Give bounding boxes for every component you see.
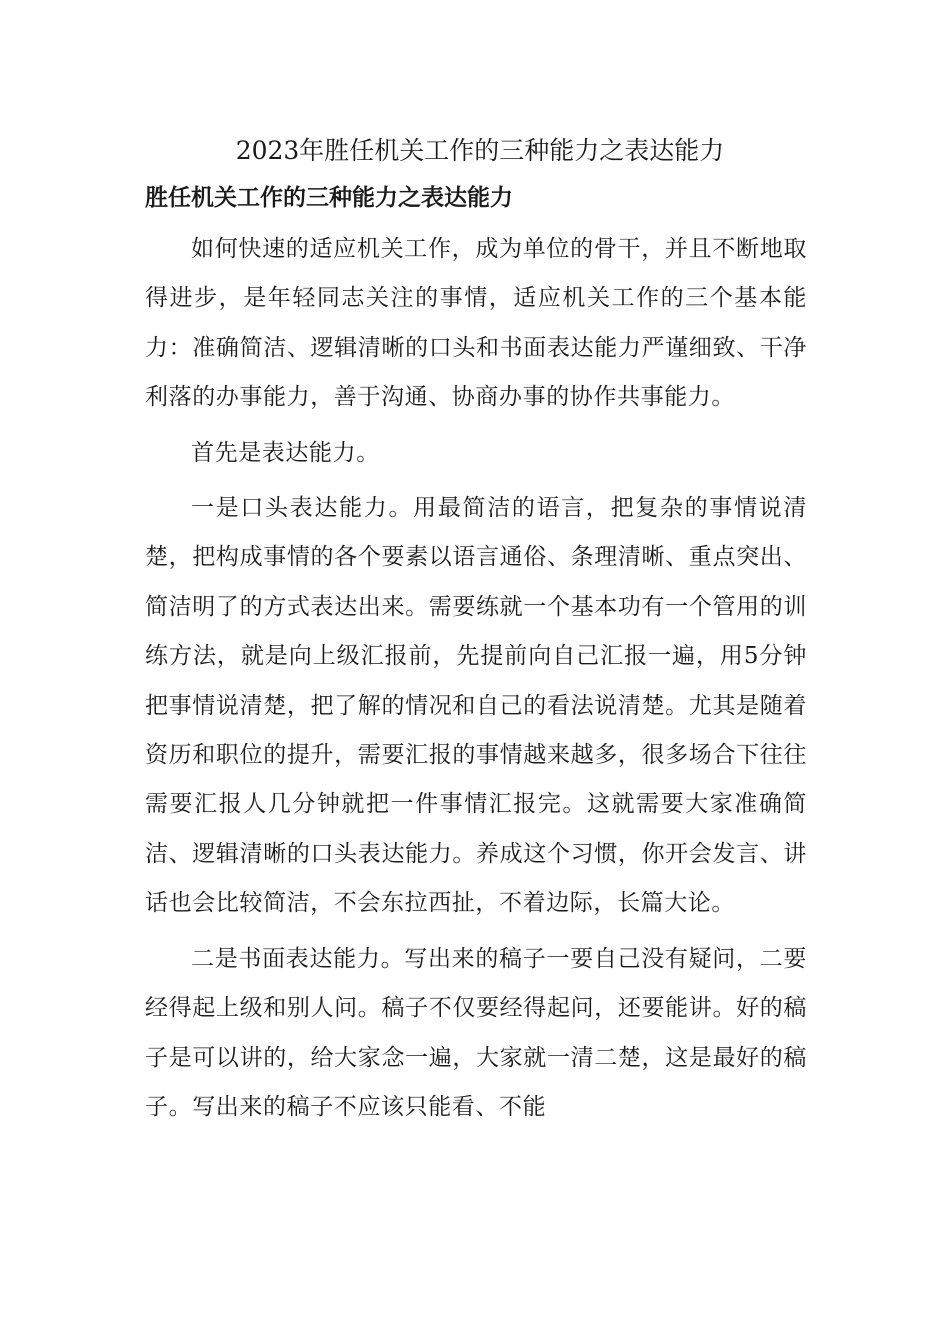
document-title: 2023年胜任机关工作的三种能力之表达能力 [235, 136, 725, 165]
paragraph-intro: 如何快速的适应机关工作，成为单位的骨干，并且不断地取得进步，是年轻同志关注的事情，适应机关工作的三个基本能力：准确简洁、逻辑清晰的口头和书面表达能力严谨细致、干净利落的办事能力，善于沟通、协商办事的协作共事能力。 [145, 236, 807, 411]
document-subtitle: 胜任机关工作的三种能力之表达能力 [145, 184, 513, 211]
paragraph-oral-expression: 一是口头表达能力。用最简洁的语言，把复杂的事情说清楚，把构成事情的各个要素以语言通俗、条理清晰、重点突出、简洁明了的方式表达出来。需要练就一个基本功有一个管用的训练方法，就是向上级汇报前，先提前向自己汇报一遍，用5分钟把事情说清楚，把了解的情况和自己的看法说清楚。尤其是随着资历和职位的提升，需要汇报的事情越来越多，很多场合下往往需要汇报人几分钟就把一件事情汇报完。这就需要大家准确简洁、逻辑清晰的口头表达能力。养成这个习惯，你开会发言、讲话也会比较简洁，不会东拉西扯，不着边际，长篇大论。 [145, 495, 807, 917]
document-page [145, 128, 807, 1132]
paragraph-written-expression: 二是书面表达能力。写出来的稿子一要自己没有疑问，二要经得起上级和别人问。稿子不仅要经得起问，还要能讲。好的稿子是可以讲的，给大家念一遍，大家就一清二楚，这是最好的稿子。写出来的稿子不应该只能看、不能 [145, 945, 807, 1120]
paragraph-first-ability: 首先是表达能力。 [191, 439, 380, 466]
